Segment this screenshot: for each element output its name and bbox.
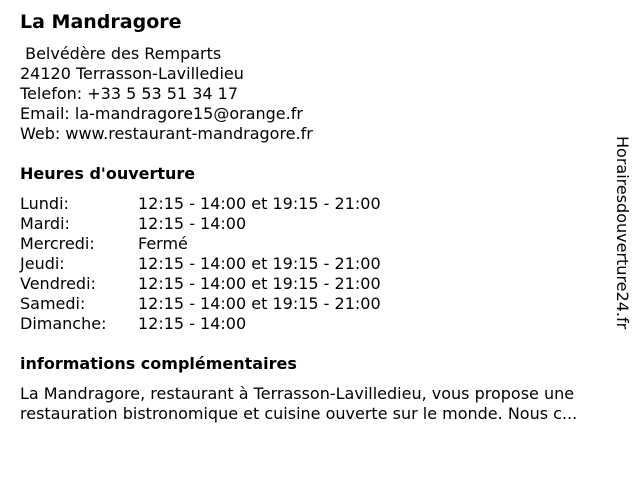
restaurant-name: La Mandragore xyxy=(20,11,182,33)
day-hours: Fermé xyxy=(138,234,188,253)
day-label: Lundi: xyxy=(20,194,69,213)
day-hours: 12:15 - 14:00 xyxy=(138,314,247,333)
day-label: Dimanche: xyxy=(20,314,107,333)
web-text: Web: www.restaurant-mandragore.fr xyxy=(20,124,313,143)
day-label: Mercredi: xyxy=(20,234,95,253)
info-line-1: La Mandragore, restaurant à Terrasson-Lavilledieu, vous propose une xyxy=(20,384,575,403)
info-heading: informations complémentaires xyxy=(20,354,297,373)
day-hours: 12:15 - 14:00 et 19:15 - 21:00 xyxy=(138,254,381,273)
watermark-vertical xyxy=(610,136,634,346)
day-label: Samedi: xyxy=(20,294,86,313)
address-line-1: Belvédère des Remparts xyxy=(20,44,222,63)
day-label: Vendredi: xyxy=(20,274,96,293)
info-description xyxy=(20,384,630,424)
day-hours: 12:15 - 14:00 et 19:15 - 21:00 xyxy=(138,274,381,293)
email-text: Email: la-mandragore15@orange.fr xyxy=(20,104,303,123)
contact-block xyxy=(20,44,313,144)
phone-text: Telefon: +33 5 53 51 34 17 xyxy=(20,84,239,103)
info-line-2: restauration bistronomique et cuisine ouverte sur le monde. Nous c... xyxy=(20,404,578,423)
day-hours: 12:15 - 14:00 xyxy=(138,214,247,233)
day-hours: 12:15 - 14:00 et 19:15 - 21:00 xyxy=(138,194,381,213)
watermark-text: Horairesdouverture24.fr xyxy=(613,136,632,330)
day-label: Jeudi: xyxy=(20,254,65,273)
day-label: Mardi: xyxy=(20,214,70,233)
address-line-2: 24120 Terrasson-Lavilledieu xyxy=(20,64,244,83)
day-hours: 12:15 - 14:00 et 19:15 - 21:00 xyxy=(138,294,381,313)
hours-heading: Heures d'ouverture xyxy=(20,164,196,183)
